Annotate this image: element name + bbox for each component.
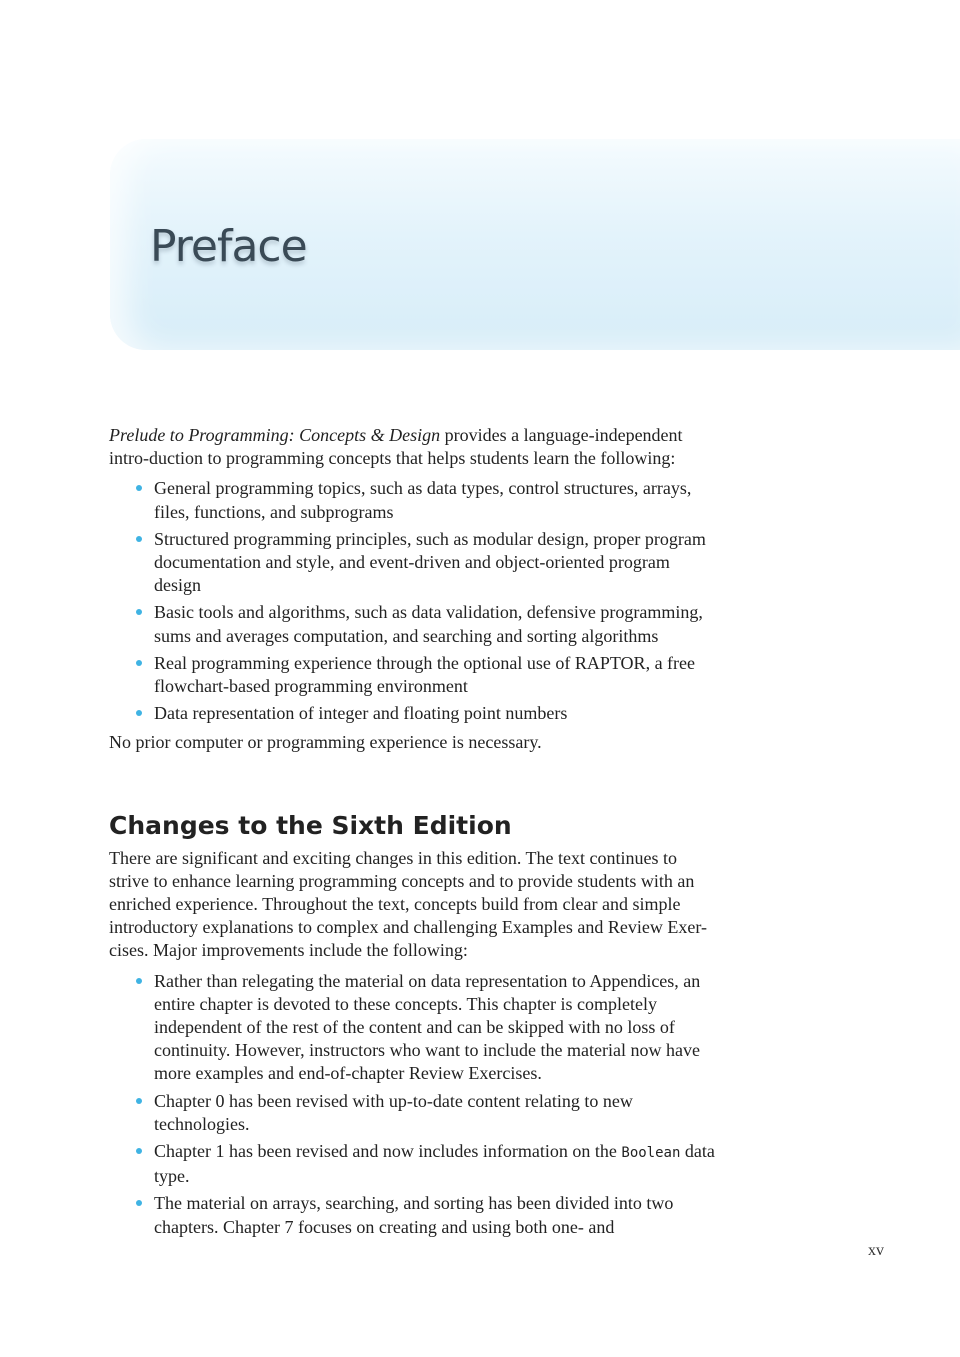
- list-item: The material on arrays, searching, and sorting has been divided into two chapters. Chapter 7 focuses on creating and using both one- and: [154, 1192, 719, 1238]
- bullet-icon: [136, 1200, 142, 1206]
- chapter-banner: [110, 139, 960, 350]
- topics-list: [109, 477, 719, 725]
- bullet-icon: [136, 536, 142, 542]
- list-item: Rather than relegating the material on data representation to Appendices, an entire chapter is devoted to these concepts. This chapter is completely independent of the rest of the content and can be skipped with no loss of continuity. However, instructors who want to include the material now have more examples and end-of-chapter Review Exercises.: [154, 970, 719, 1086]
- list-item: Basic tools and algorithms, such as data validation, defensive programming, sums and averages computation, and searching and sorting algorithms: [154, 601, 719, 647]
- bullet-icon: [136, 978, 142, 984]
- bullet-icon: [136, 485, 142, 491]
- bullet-icon: [136, 609, 142, 615]
- list-item: Chapter 1 has been revised and now includes information on the Boolean data type.: [154, 1140, 719, 1188]
- list-item: Data representation of integer and floating point numbers: [154, 702, 719, 725]
- changes-paragraph: There are significant and exciting changes in this edition. The text continues to strive to enhance learning programming concepts and to provide students with an enriched experience. Throughout the text, concepts build from clear and simple introductory explanations to complex and challenging Examples and Review Exer-cises. Major improvements include the following:: [109, 847, 707, 961]
- changes-list: [109, 970, 719, 1239]
- section-heading: Changes to the Sixth Edition: [109, 810, 512, 840]
- bullet-icon: [136, 1148, 142, 1154]
- book-title: Prelude to Programming: Concepts & Design: [109, 425, 441, 445]
- list-item: General programming topics, such as data types, control structures, arrays, files, functions, and subprograms: [154, 477, 719, 523]
- page-title: Preface: [150, 221, 307, 272]
- code-term: Boolean: [621, 1145, 681, 1162]
- page-number: xv: [868, 1242, 884, 1259]
- bullet-icon: [136, 1098, 142, 1104]
- list-item: Real programming experience through the optional use of RAPTOR, a free flowchart-based programming environment: [154, 652, 719, 698]
- page-content: [109, 424, 719, 1245]
- list-item: Structured programming principles, such as modular design, proper program documentation and style, and event-driven and object-oriented program design: [154, 528, 719, 598]
- bullet-icon: [136, 710, 142, 716]
- intro-text: provides a language-independent intro-duction to programming concepts that helps students learn the following:: [109, 425, 683, 469]
- intro-closing: No prior computer or programming experience is necessary.: [109, 732, 542, 753]
- bullet-icon: [136, 660, 142, 666]
- intro-paragraph: [109, 424, 719, 470]
- list-item: Chapter 0 has been revised with up-to-date content relating to new technologies.: [154, 1090, 719, 1136]
